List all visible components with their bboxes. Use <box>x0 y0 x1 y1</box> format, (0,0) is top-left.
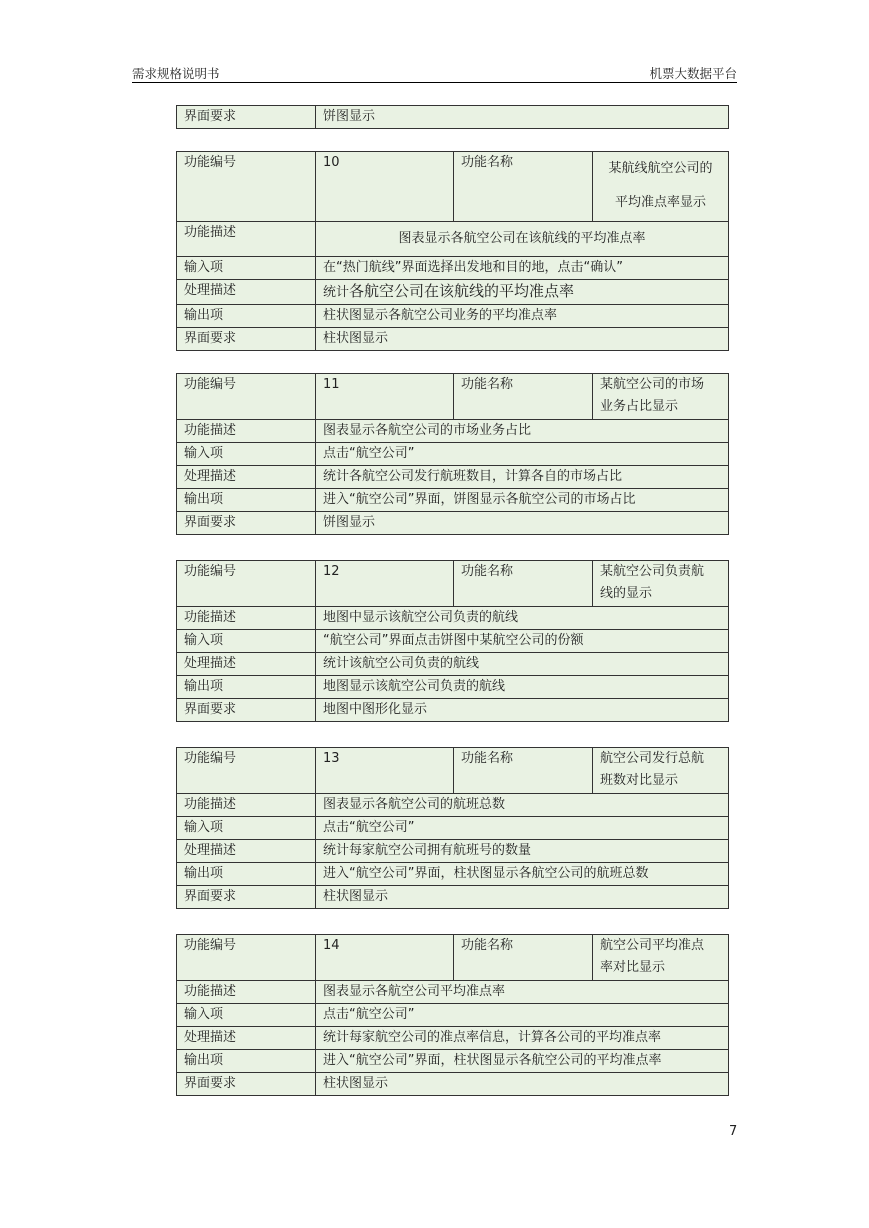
label-ui: 界面要求 <box>177 106 316 129</box>
label-output: 输出项 <box>177 489 316 512</box>
value-output: 进入“航空公司”界面，柱状图显示各航空公司的平均准点率 <box>316 1050 729 1073</box>
label-ui: 界面要求 <box>177 886 316 909</box>
value-output: 进入“航空公司”界面，柱状图显示各航空公司的航班总数 <box>316 863 729 886</box>
label-process: 处理描述 <box>177 466 316 489</box>
label-func-name: 功能名称 <box>454 152 593 222</box>
value-func-id: 11 <box>316 374 454 420</box>
value-process: 统计该航空公司负责的航线 <box>316 653 729 676</box>
value-input: 点击“航空公司” <box>316 1004 729 1027</box>
value-output: 进入“航空公司”界面，饼图显示各航空公司的市场占比 <box>316 489 729 512</box>
spec-table-14 <box>176 934 729 1096</box>
value-ui: 饼图显示 <box>316 106 729 129</box>
label-process: 处理描述 <box>177 840 316 863</box>
func-name-line2: 率对比显示 <box>600 960 666 975</box>
value-input: 点击“航空公司” <box>316 443 729 466</box>
label-output: 输出项 <box>177 1050 316 1073</box>
doc-title: 需求规格说明书 <box>132 66 220 81</box>
spec-table-10 <box>176 151 729 351</box>
func-name-line1: 某航线航空公司的 <box>608 161 713 176</box>
value-output: 柱状图显示各航空公司业务的平均准点率 <box>316 305 729 328</box>
label-process: 处理描述 <box>177 653 316 676</box>
value-ui: 饼图显示 <box>316 512 729 535</box>
value-func-desc: 图表显示各航空公司的市场业务占比 <box>316 420 729 443</box>
spec-table-11 <box>176 373 729 535</box>
label-ui: 界面要求 <box>177 699 316 722</box>
value-ui: 柱状图显示 <box>316 886 729 909</box>
value-func-name <box>593 935 729 981</box>
label-ui: 界面要求 <box>177 328 316 351</box>
value-func-desc: 地图中显示该航空公司负责的航线 <box>316 607 729 630</box>
value-output: 地图显示该航空公司负责的航线 <box>316 676 729 699</box>
value-ui: 地图中图形化显示 <box>316 699 729 722</box>
value-func-id: 10 <box>316 152 454 222</box>
value-func-name <box>593 561 729 607</box>
spec-table-13 <box>176 747 729 909</box>
func-name-line2: 线的显示 <box>600 586 653 601</box>
label-output: 输出项 <box>177 676 316 699</box>
value-func-id: 14 <box>316 935 454 981</box>
label-func-name: 功能名称 <box>454 935 593 981</box>
label-process: 处理描述 <box>177 280 316 305</box>
value-ui: 柱状图显示 <box>316 1073 729 1096</box>
process-rest: 各航空公司在该航线的平均准点率 <box>349 282 575 300</box>
value-func-name <box>593 374 729 420</box>
label-func-desc: 功能描述 <box>177 222 316 257</box>
label-output: 输出项 <box>177 863 316 886</box>
value-process: 统计每家航空公司的准点率信息，计算各公司的平均准点率 <box>316 1027 729 1050</box>
label-func-name: 功能名称 <box>454 748 593 794</box>
label-func-desc: 功能描述 <box>177 981 316 1004</box>
label-func-name: 功能名称 <box>454 374 593 420</box>
label-process: 处理描述 <box>177 1027 316 1050</box>
label-input: 输入项 <box>177 1004 316 1027</box>
label-input: 输入项 <box>177 443 316 466</box>
value-func-name <box>593 152 729 222</box>
func-name-line2: 平均准点率显示 <box>614 195 706 210</box>
value-process: 统计各航空公司发行航班数目，计算各自的市场占比 <box>316 466 729 489</box>
value-func-desc: 图表显示各航空公司的航班总数 <box>316 794 729 817</box>
value-input: “航空公司”界面点击饼图中某航空公司的份额 <box>316 630 729 653</box>
label-func-id: 功能编号 <box>177 748 316 794</box>
value-func-desc: 图表显示各航空公司平均准点率 <box>316 981 729 1004</box>
label-func-id: 功能编号 <box>177 374 316 420</box>
label-input: 输入项 <box>177 257 316 280</box>
func-name-line1: 某航空公司的市场 <box>600 377 705 392</box>
func-name-line1: 航空公司发行总航 <box>600 751 705 766</box>
label-ui: 界面要求 <box>177 1073 316 1096</box>
func-name-line2: 业务占比显示 <box>600 399 679 414</box>
process-prefix: 统计 <box>323 285 350 300</box>
value-input: 点击“航空公司” <box>316 817 729 840</box>
prev-table-tail <box>176 105 729 129</box>
page-header <box>132 62 737 83</box>
page-number: 7 <box>729 1124 738 1139</box>
label-func-desc: 功能描述 <box>177 794 316 817</box>
label-ui: 界面要求 <box>177 512 316 535</box>
label-func-desc: 功能描述 <box>177 607 316 630</box>
func-name-line2: 班数对比显示 <box>600 773 679 788</box>
label-func-name: 功能名称 <box>454 561 593 607</box>
label-input: 输入项 <box>177 817 316 840</box>
value-input: 在“热门航线”界面选择出发地和目的地，点击“确认” <box>316 257 729 280</box>
label-func-desc: 功能描述 <box>177 420 316 443</box>
value-func-id: 13 <box>316 748 454 794</box>
value-func-name <box>593 748 729 794</box>
value-func-id: 12 <box>316 561 454 607</box>
spec-table-12 <box>176 560 729 722</box>
func-name-line1: 某航空公司负责航 <box>600 564 705 579</box>
project-title: 机票大数据平台 <box>649 66 737 81</box>
label-output: 输出项 <box>177 305 316 328</box>
label-func-id: 功能编号 <box>177 935 316 981</box>
func-name-line1: 航空公司平均准点 <box>600 938 705 953</box>
value-process: 统计每家航空公司拥有航班号的数量 <box>316 840 729 863</box>
value-process <box>316 280 729 305</box>
label-func-id: 功能编号 <box>177 152 316 222</box>
label-func-id: 功能编号 <box>177 561 316 607</box>
value-func-desc: 图表显示各航空公司在该航线的平均准点率 <box>316 222 729 257</box>
value-ui: 柱状图显示 <box>316 328 729 351</box>
label-input: 输入项 <box>177 630 316 653</box>
